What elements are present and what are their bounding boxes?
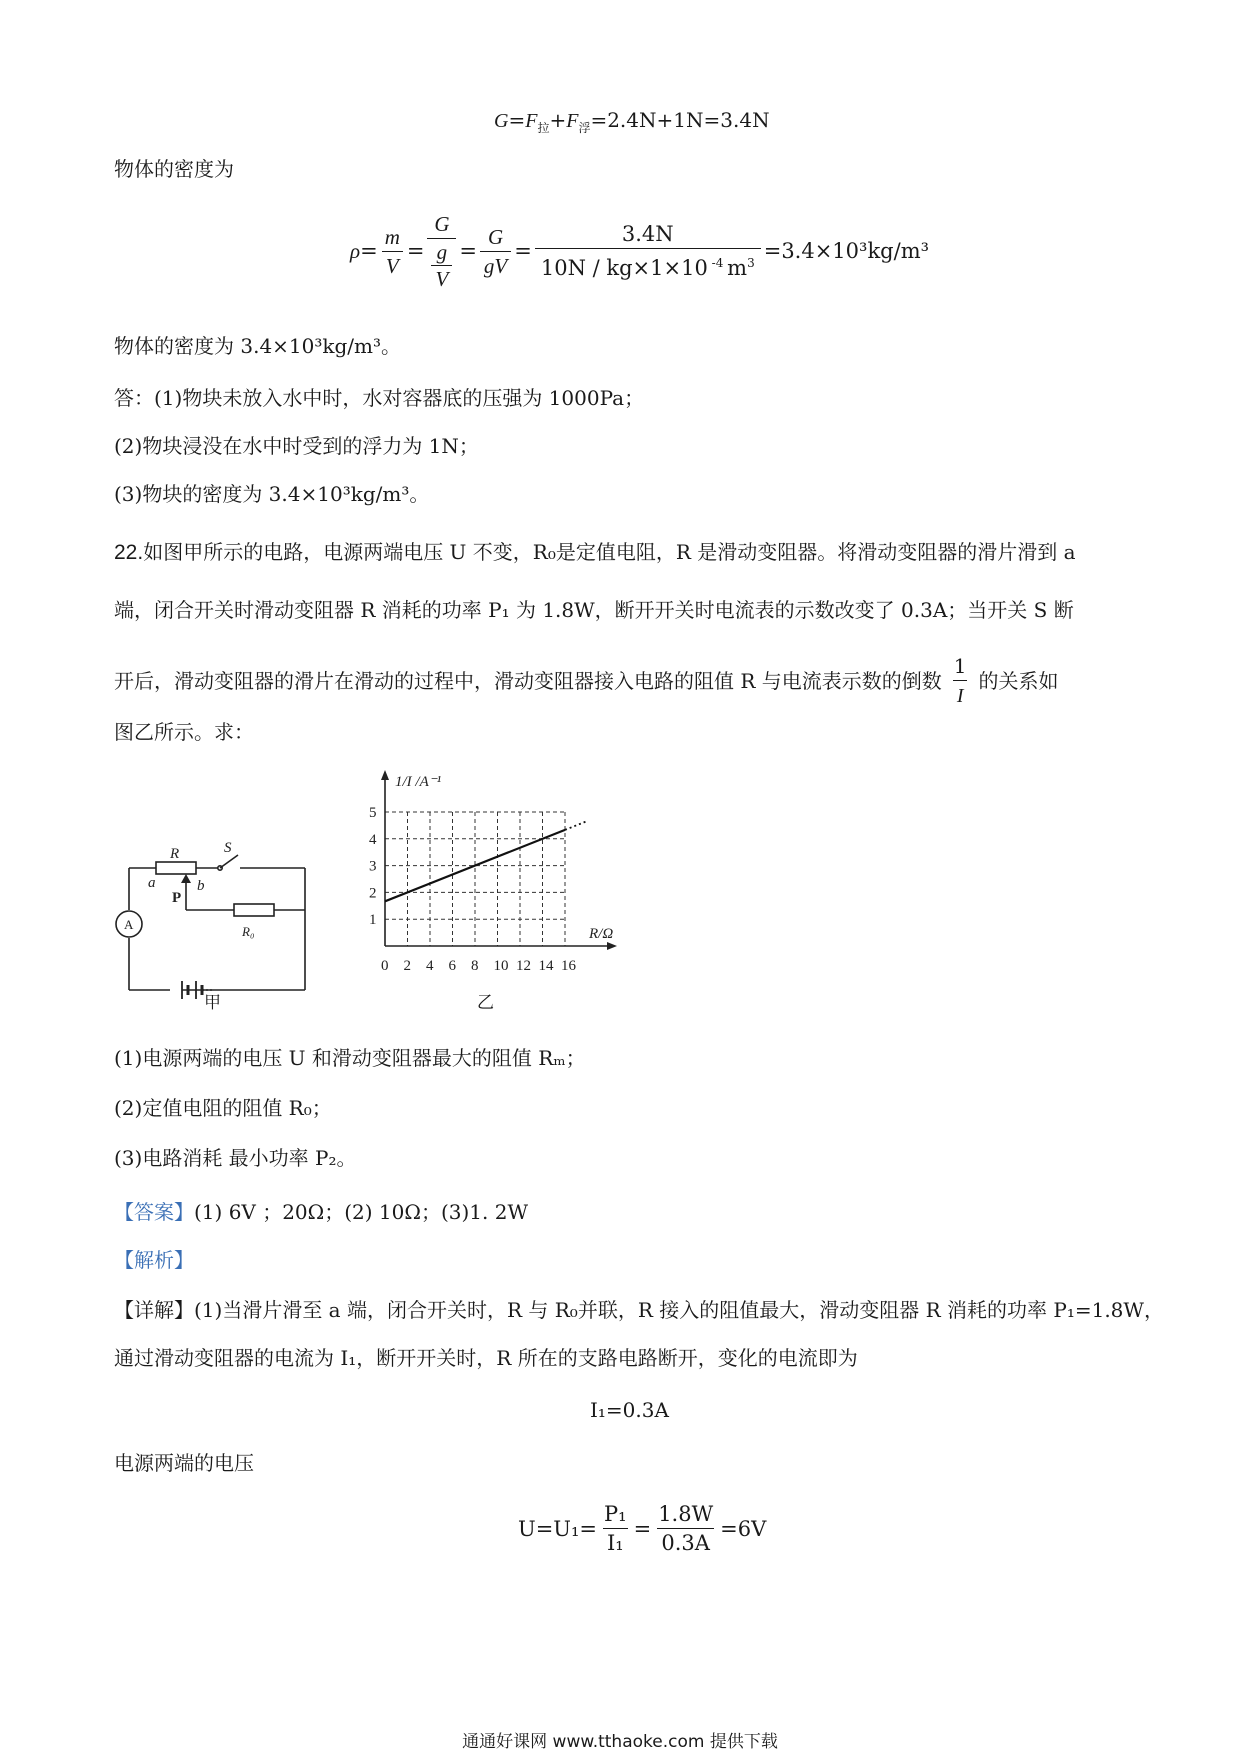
label-A: A [124, 917, 134, 932]
density-intro: 物体的密度为 [114, 157, 234, 181]
x-tick-label: 10 [493, 958, 509, 974]
answer-3: (3)物块的密度为 3.4×10³kg/m³。 [114, 482, 430, 506]
label-R0: R₀ [242, 924, 255, 939]
circuit-diagram [112, 840, 322, 1005]
y-tick-label: 1 [369, 912, 377, 929]
label-S: S [224, 840, 232, 856]
x-tick-label: 8 [471, 958, 479, 974]
x-tick-label: 4 [426, 958, 434, 974]
answer-label: 【答案】 [114, 1200, 194, 1224]
analysis-line [114, 1246, 194, 1274]
y-axis-label: 1/I /A⁻¹ [395, 774, 442, 790]
x-tick-label: 0 [381, 958, 389, 974]
label-R: R [170, 846, 180, 862]
rheostat-resistor [156, 862, 196, 874]
y-tick-label: 2 [369, 885, 377, 902]
graph-chart [355, 770, 675, 1000]
x-axis-arrow [607, 942, 617, 950]
footer-source: 通通好课网 www.tthaoke.com 提供下载 [462, 1732, 778, 1752]
y-axis-arrow [381, 770, 389, 780]
detail-line-1: 【详解】(1)当滑片滑至 a 端，闭合开关时，R 与 R₀并联，R 接入的阻值最大，滑动变阻器 R 消耗的功率 P₁=1.8W， [114, 1298, 1164, 1322]
density-result: =3.4×10³kg/m³ [763, 239, 930, 263]
detail-line-2: 通过滑动变阻器的电流为 I₁，断开开关时，R 所在的支路电路断开，变化的电流即为 [114, 1346, 858, 1370]
sub-question-3: (3)电路消耗 最小功率 P₂。 [114, 1146, 357, 1170]
x-axis-label: R/Ω [589, 926, 614, 942]
answer-1: 答：(1)物块未放入水中时，水对容器底的压强为 1000Pa； [114, 386, 645, 410]
label-a: a [148, 875, 156, 891]
analysis-label: 【解析】 [114, 1248, 194, 1272]
y-tick-label: 4 [369, 831, 377, 848]
y-tick-label: 5 [369, 805, 377, 821]
x-tick-label: 6 [448, 958, 456, 974]
detail-line-3: 电源两端的电压 [114, 1451, 254, 1475]
x-tick-label: 16 [561, 958, 576, 974]
label-b: b [197, 878, 205, 894]
density-statement: 物体的密度为 3.4×10³kg/m³。 [114, 334, 402, 358]
answer-2: (2)物块浸没在水中时受到的浮力为 1N； [114, 434, 479, 458]
fixed-resistor [234, 904, 274, 916]
slider-arrow [181, 874, 191, 883]
answer-line: 【答案】(1) 6V ；20Ω；(2) 10Ω；(3)1. 2W [114, 1200, 529, 1224]
density-formula: ρ= $\frac{m}{V}$ = G g V = $\frac{G}{gV}$ = $\frac{3.4N}{10N / kg\times 1\times 10 ^{-4} m^3}$ =3.4×10³kg/m³ [350, 212, 930, 291]
q22-line-3: 开后，滑动变阻器的滑片在滑动的过程中，滑动变阻器接入电路的阻值 R 与电流表示数的倒数 $\frac{1}{I}$ 的关系如 [114, 652, 1059, 710]
weight-formula: $G=F_拉+F_浮=2.4N+1N=3.4N$ [494, 108, 770, 135]
x-tick-label: 14 [538, 958, 554, 974]
x-tick-label: 2 [403, 958, 411, 974]
series-extension [565, 821, 588, 830]
voltage-equation: U=U₁= $\frac{\text{P₁}}{\text{I₁}}$ = $\frac{1.8W}{0.3A}$ =6V [518, 1502, 767, 1555]
question-number: 22. [114, 541, 144, 564]
label-P: P [172, 890, 182, 906]
equation-I1: I₁=0.3A [590, 1398, 669, 1422]
q22-line-2: 端，闭合开关时滑动变阻器 R 消耗的功率 P₁ 为 1.8W，断开开关时电流表的示数改变了 0.3A；当开关 S 断 [114, 598, 1074, 622]
chart-caption: 乙 [477, 993, 494, 1013]
sub-question-2: (2)定值电阻的阻值 R₀； [114, 1096, 332, 1120]
q22-line-1: 22.如图甲所示的电路，电源两端电压 U 不变，R₀是定值电阻，R 是滑动变阻器。将滑动变阻器的滑片滑到 a [114, 540, 1076, 564]
q22-line-4: 图乙所示。求： [114, 720, 254, 744]
circuit-caption: 甲 [204, 993, 221, 1013]
x-tick-label: 12 [516, 958, 531, 974]
sub-question-1: (1)电源两端的电压 U 和滑动变阻器最大的阻值 Rₘ； [114, 1046, 586, 1070]
y-tick-label: 3 [369, 858, 377, 875]
